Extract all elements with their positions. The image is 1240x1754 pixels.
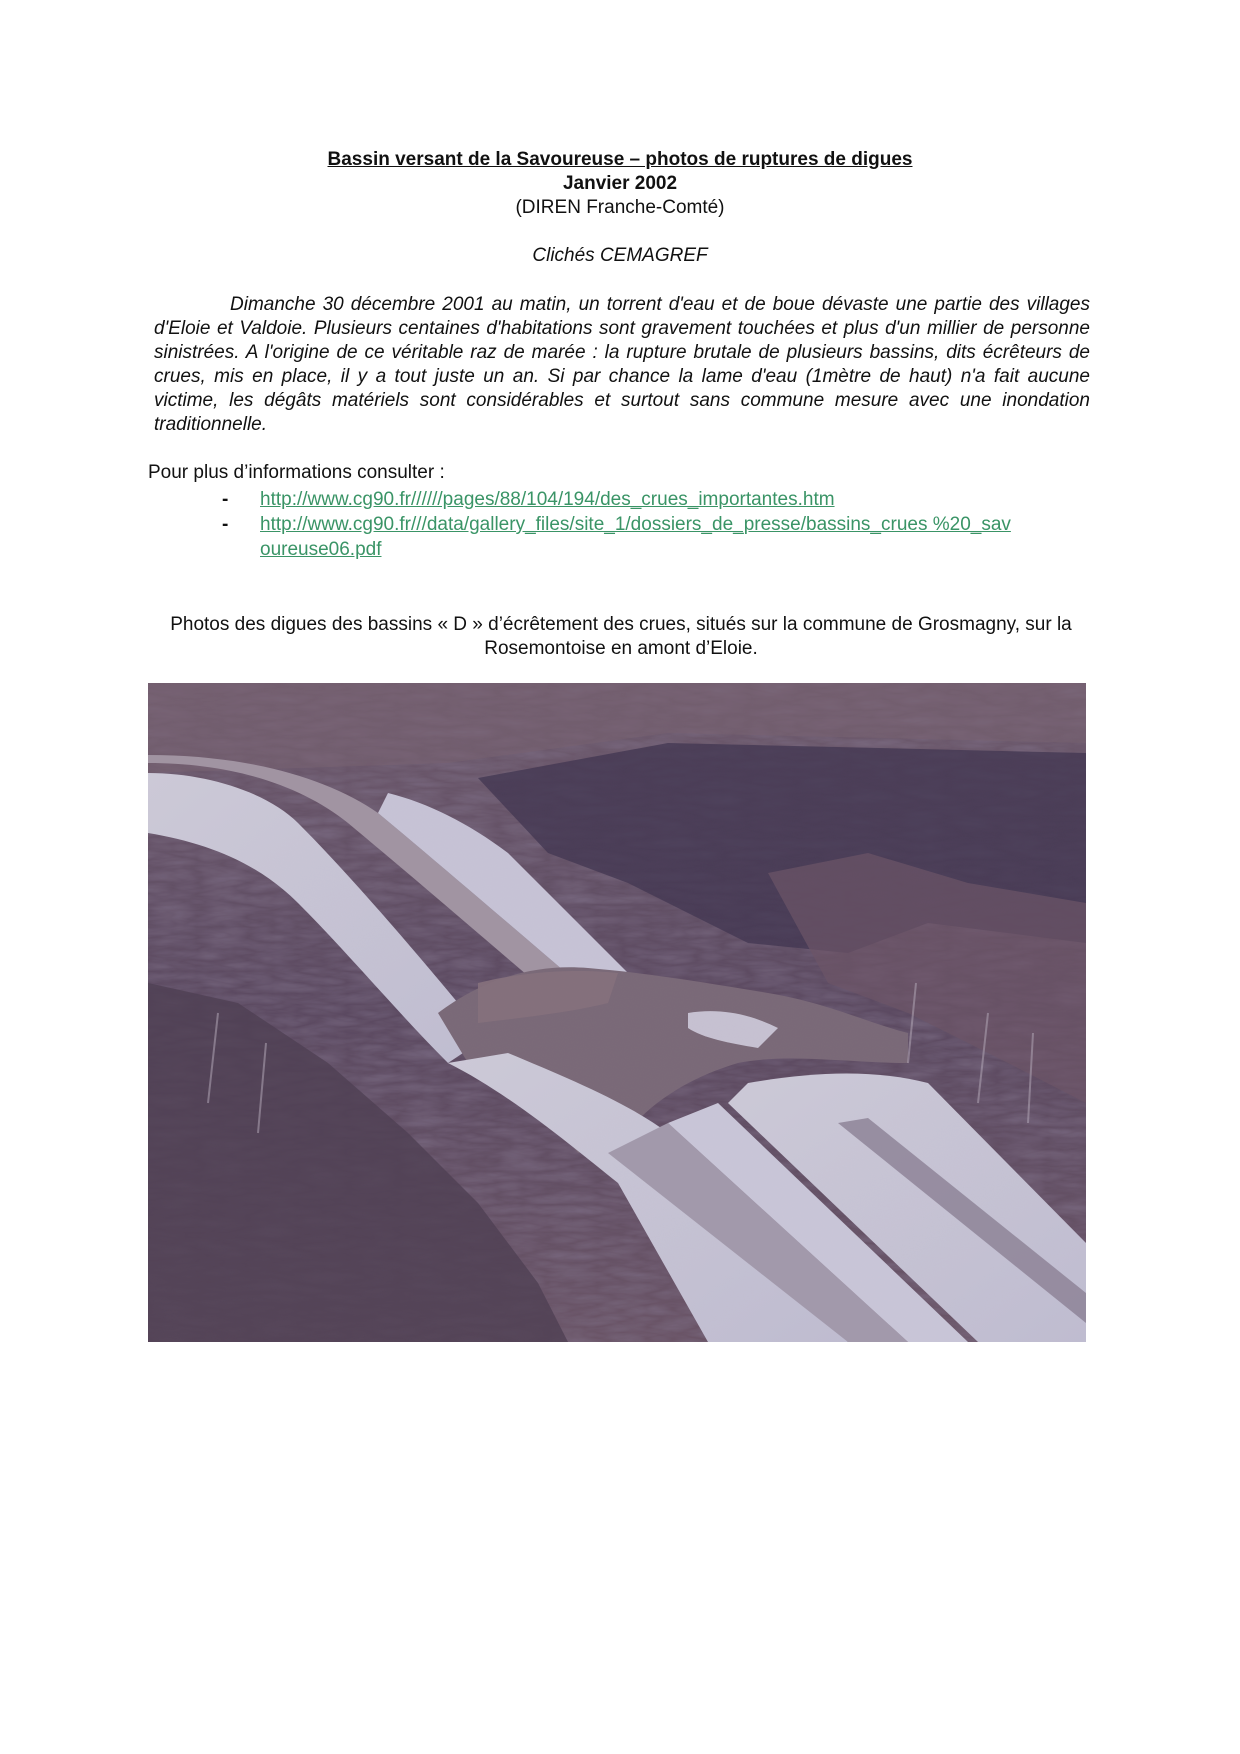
- document-date: Janvier 2002: [562, 173, 678, 194]
- link-des-crues-importantes[interactable]: http://www.cg90.fr//////pages/88/104/194/des_crues_importantes.htm: [260, 489, 835, 510]
- more-info-label: Pour plus d’informations consulter :: [148, 462, 445, 483]
- photo-grain: [148, 683, 1086, 1342]
- dash-bullet: -: [222, 514, 229, 535]
- photo-caption: Photos des digues des bassins « D » d’écrêtement des crues, situés sur la commune de Grosmagny, sur la Rosemontoise en amont d’Eloie.: [170, 614, 1072, 659]
- link-dossier-presse-pdf[interactable]: http://www.cg90.fr///data/gallery_files/site_1/dossiers_de_presse/bassins_crues %20_savoureuse06.pdf: [260, 514, 1011, 560]
- intro-paragraph: Dimanche 30 décembre 2001 au matin, un torrent d'eau et de boue dévaste une partie des villages d'Eloie et Valdoie. Plusieurs centaines d'habitations sont gravement touchées et plus d'un millier de personne sinistrées. A l'origine de ce véritable raz de marée : la rupture brutale de plusieurs bassins, dits écrêteurs de crues, mis en place, il y a tout juste un an. Si par chance la lame d'eau (1mètre de haut) n'a fait aucune victime, les dégâts matériels sont considérables et surtout sans commune mesure avec une inondation traditionnelle.: [154, 294, 1090, 435]
- document-title: Bassin versant de la Savoureuse – photos de ruptures de digues: [327, 149, 913, 170]
- photo-image-icon: [148, 683, 1086, 1342]
- link-list-item: [220, 512, 1020, 562]
- link-list: [220, 487, 1020, 562]
- dash-bullet: -: [222, 489, 229, 510]
- photo-credit: Clichés CEMAGREF: [532, 245, 708, 266]
- link-list-item: [220, 487, 1020, 512]
- document-organization: (DIREN Franche-Comté): [515, 197, 725, 218]
- aerial-photo: [148, 683, 1086, 1342]
